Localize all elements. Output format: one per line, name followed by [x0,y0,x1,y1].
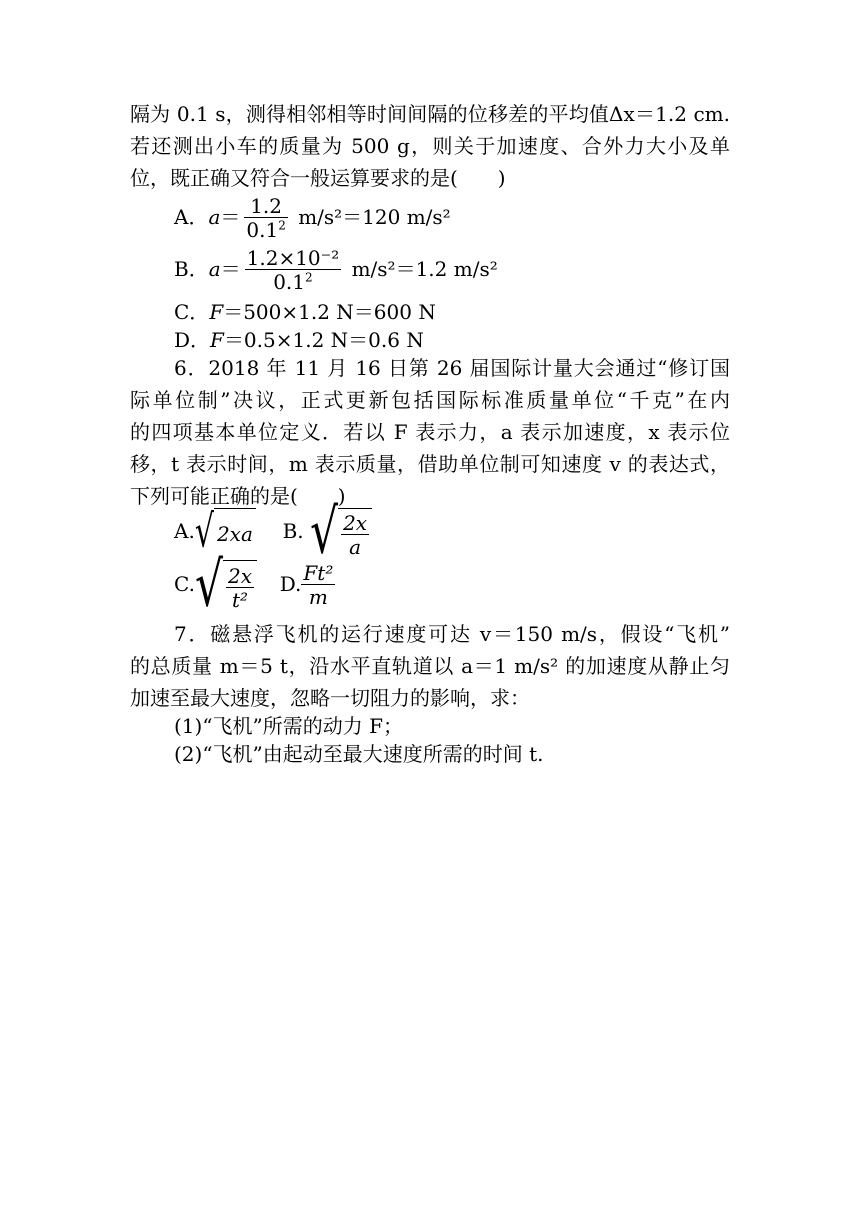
option-label: B． [174,257,209,281]
q7-subquestion-2: (2)“飞机”由起动至最大速度所需的时间 t. [174,742,544,766]
q5-text-line-1: 隔为 0.1 s，测得相邻相等时间间隔的位移差的平均值Δx＝1.2 cm. [130,102,730,126]
q5-option-d [174,328,424,352]
equals-sign: ＝ [220,205,241,229]
q6-text-line-5: 下列可能正确的是( ) [130,484,346,508]
fraction-denominator: t² [231,587,249,612]
option-label: A． [174,205,209,229]
q5-text-line-3: 位，既正确又符合一般运算要求的是( ) [130,166,506,190]
fraction-numerator: 2x [343,510,368,535]
fraction-denominator: a [349,534,362,559]
fraction [245,247,342,294]
q6-options-cd [174,549,335,621]
fraction-denominator [244,218,287,242]
option-b-label: B. [282,519,304,543]
q6-text-line-2: 际单位制”决议，正式更新包括国际标准质量单位“千克”在内 [130,388,730,412]
q7-subquestion-1: (1)“飞机”所需的动力 F； [174,714,404,738]
option-label: D． [174,328,211,352]
option-d-label: D. [279,572,302,596]
radical-sign: √ [310,496,339,568]
q5-option-c [174,300,436,324]
option-tail: m/s²＝120 m/s² [291,205,451,229]
sqrt-body [223,560,257,613]
option-a-label: A. [174,519,195,543]
equals-sign: ＝ [220,257,241,281]
option-variable: F [209,300,224,324]
fraction-denominator: m [308,585,328,609]
radical-sign: √ [194,549,223,621]
option-text: ＝0.5×1.2 N＝0.6 N [223,328,424,352]
sqrt-expression [310,496,372,568]
q5-option-a [174,194,451,242]
fraction [244,195,287,242]
fraction-numerator: 1.2×10⁻² [246,246,340,270]
q5-text-line-2: 若还测出小车的质量为 500 g，则关于加速度、合外力大小及单 [130,134,730,158]
fraction-numerator: Ft² [303,561,334,585]
sqrt-expression [194,549,257,621]
option-variable: F [210,328,224,352]
denominator-base: 0.1 [246,218,279,242]
option-variable: a [208,205,221,229]
option-a-expression: 2xa [216,521,253,546]
option-text: ＝500×1.2 N＝600 N [223,300,436,324]
fraction-numerator: 2x [228,563,253,588]
q6-text-line-4: 移，t 表示时间，m 表示质量，借助单位制可知速度 v 的表达式， [130,452,730,476]
option-c-label: C. [174,572,195,596]
q7-text-line-1: 7．磁悬浮飞机的运行速度可达 v＝150 m/s，假设“飞机” [174,622,730,646]
q6-text-line-1: 6．2018 年 11 月 16 日第 26 届国际计量大会通过“修订国 [174,356,730,380]
option-label: C． [174,300,210,324]
q7-text-line-2: 的总质量 m＝5 t，沿水平直轨道以 a＝1 m/s² 的加速度从静止匀 [130,654,730,678]
fraction-numerator: 1.2 [244,195,287,218]
sqrt-body [338,508,372,559]
fraction [341,512,369,559]
denominator-exponent: 2 [305,270,313,285]
option-variable: a [208,257,221,281]
option-tail: m/s²＝1.2 m/s² [345,257,498,281]
fraction [226,565,254,612]
q7-text-line-3: 加速至最大速度，忽略一切阻力的影响，求： [130,686,530,710]
fraction [301,562,335,609]
q6-text-line-3: 的四项基本单位定义．若以 F 表示力，a 表示加速度，x 表示位 [130,420,730,444]
denominator-base: 0.1 [273,270,306,294]
denominator-exponent: 2 [278,218,286,233]
fraction-denominator [245,270,342,294]
q5-option-b [174,246,498,294]
radical-sign: √ [194,506,214,559]
